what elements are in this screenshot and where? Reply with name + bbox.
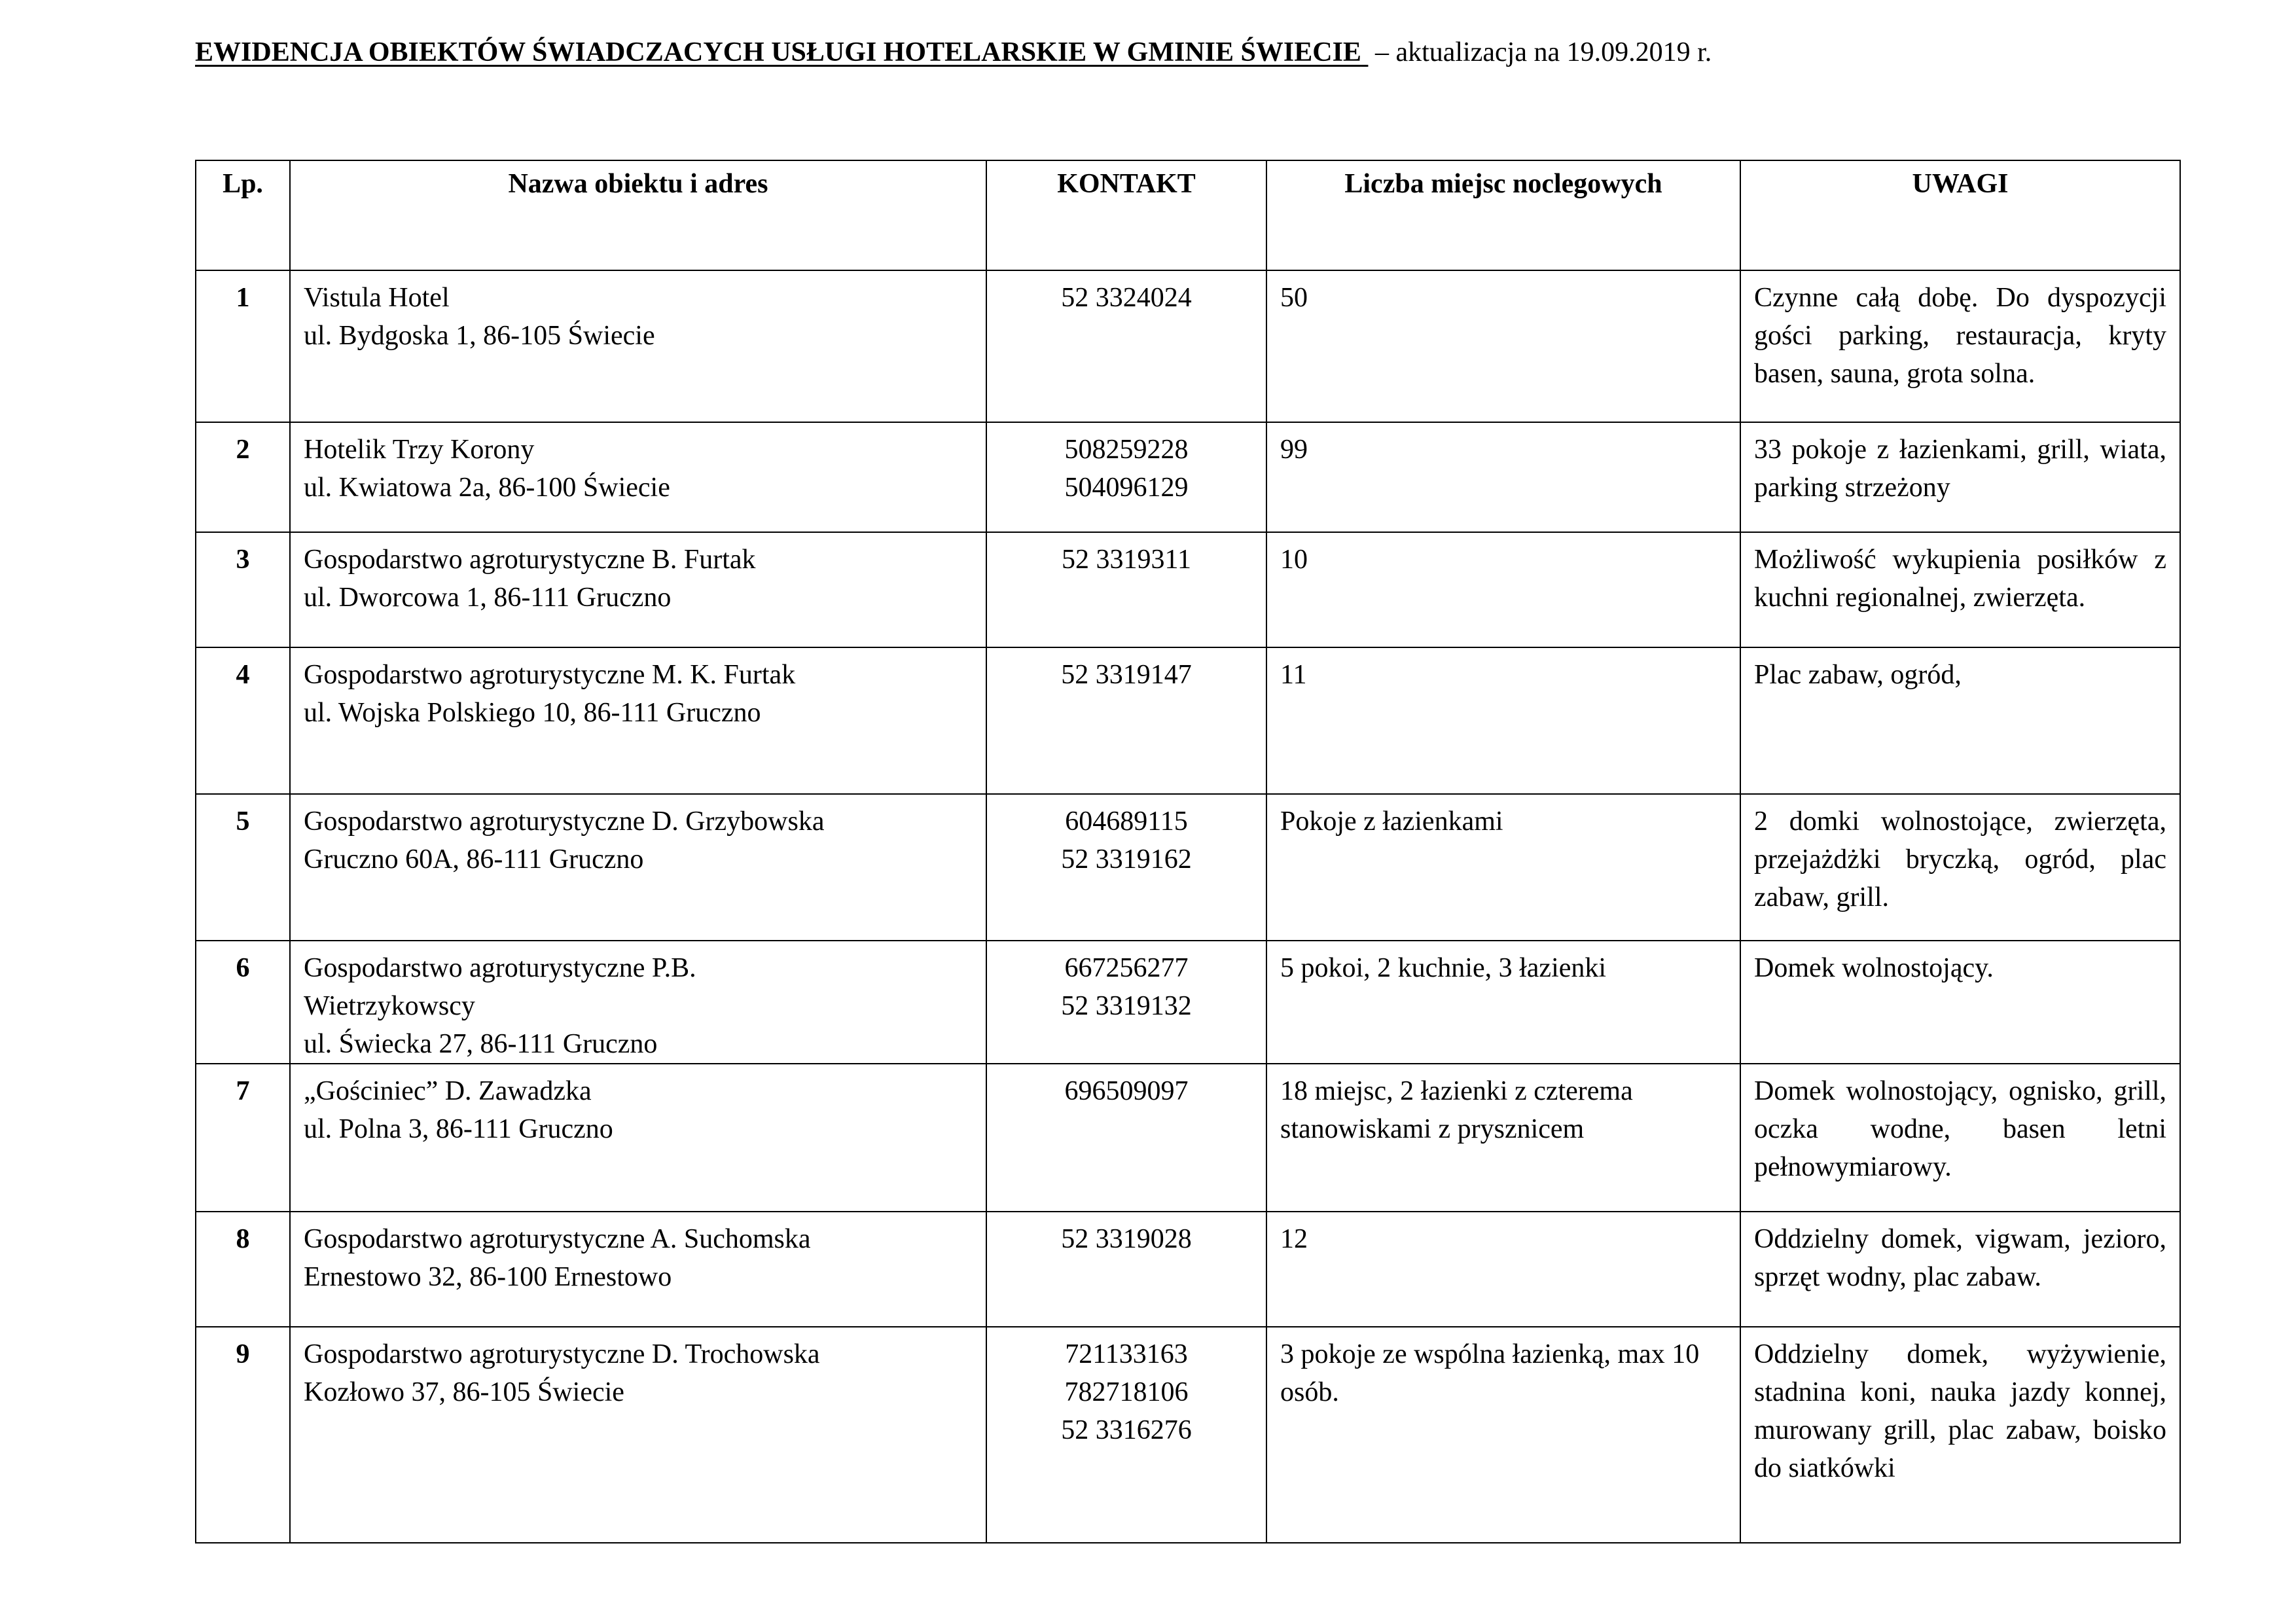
phone-number: 508259228: [1064, 435, 1189, 465]
table-row: [196, 794, 2180, 941]
table-row: [196, 647, 2180, 794]
row-number: 2: [196, 422, 290, 532]
phone-number: 604689115: [1065, 806, 1188, 837]
phone-number: 52 3324024: [1061, 283, 1192, 313]
object-name-line: ul. Świecka 27, 86-111 Gruczno: [304, 1029, 658, 1059]
bed-count: 12: [1266, 1212, 1740, 1327]
notes: Plac zabaw, ogród,: [1740, 647, 2180, 794]
bed-count: 11: [1266, 647, 1740, 794]
object-name-line: ul. Wojska Polskiego 10, 86-111 Gruczno: [304, 698, 761, 728]
phone-number: 52 3316276: [1061, 1415, 1192, 1445]
document-title: EWIDENCJA OBIEKTÓW ŚWIADCZACYCH USŁUGI HOTELARSKIE W GMINIE ŚWIECIE: [195, 37, 1361, 67]
notes: Oddzielny domek, wyżywienie, stadnina koni, nauka jazdy konnej, murowany grill, plac zabaw, boisko do siatkówki: [1740, 1327, 2180, 1543]
table-body: [196, 270, 2180, 1543]
object-name-line: Gospodarstwo agroturystyczne D. Grzybowska: [304, 806, 825, 837]
bed-count: 10: [1266, 532, 1740, 647]
row-number: 5: [196, 794, 290, 941]
row-number: 7: [196, 1064, 290, 1212]
row-number: 6: [196, 941, 290, 1064]
object-name-line: Wietrzykowscy: [304, 991, 475, 1021]
object-name-address: [290, 532, 986, 647]
table-row: [196, 270, 2180, 422]
table-row: [196, 532, 2180, 647]
notes: Domek wolnostojący.: [1740, 941, 2180, 1064]
notes: Oddzielny domek, vigwam, jezioro, sprzęt wodny, plac zabaw.: [1740, 1212, 2180, 1327]
table-row: [196, 422, 2180, 532]
contact-phones: [986, 532, 1266, 647]
object-name-address: [290, 647, 986, 794]
header-name: Nazwa obiektu i adres: [290, 160, 986, 270]
object-name-line: Kozłowo 37, 86-105 Świecie: [304, 1377, 624, 1407]
row-number: 1: [196, 270, 290, 422]
object-name-line: Gospodarstwo agroturystyczne P.B.: [304, 953, 696, 983]
contact-phones: [986, 647, 1266, 794]
row-number: 4: [196, 647, 290, 794]
phone-number: 52 3319162: [1061, 844, 1192, 875]
object-name-line: ul. Dworcowa 1, 86-111 Gruczno: [304, 583, 672, 613]
row-number: 3: [196, 532, 290, 647]
object-name-line: ul. Bydgoska 1, 86-105 Świecie: [304, 321, 655, 351]
phone-number: 696509097: [1064, 1076, 1189, 1106]
object-name-line: Gospodarstwo agroturystyczne M. K. Furtak: [304, 660, 796, 690]
contact-phones: [986, 1212, 1266, 1327]
notes: Czynne całą dobę. Do dyspozycji gości parking, restauracja, kryty basen, sauna, grota solna.: [1740, 270, 2180, 422]
object-name-line: Gospodarstwo agroturystyczne D. Trochowska: [304, 1339, 820, 1369]
object-name-address: [290, 1212, 986, 1327]
bed-count: Pokoje z łazienkami: [1266, 794, 1740, 941]
bed-count: 99: [1266, 422, 1740, 532]
phone-number: 504096129: [1064, 473, 1189, 503]
header-contact: KONTAKT: [986, 160, 1266, 270]
object-name-address: [290, 941, 986, 1064]
object-name-line: Gospodarstwo agroturystyczne A. Suchomska: [304, 1224, 811, 1254]
table-row: [196, 941, 2180, 1064]
object-name-line: „Gościniec” D. Zawadzka: [304, 1076, 592, 1106]
phone-number: 52 3319028: [1061, 1224, 1192, 1254]
notes: Domek wolnostojący, ognisko, grill, oczka wodne, basen letni pełnowymiarowy.: [1740, 1064, 2180, 1212]
object-name-address: [290, 1064, 986, 1212]
phone-number: 721133163: [1065, 1339, 1188, 1369]
document-update-date: – aktualizacja na 19.09.2019 r.: [1374, 37, 1712, 67]
notes: 2 domki wolnostojące, zwierzęta, przejażdżki bryczką, ogród, plac zabaw, grill.: [1740, 794, 2180, 941]
row-number: 9: [196, 1327, 290, 1543]
header-notes: UWAGI: [1740, 160, 2180, 270]
row-number: 8: [196, 1212, 290, 1327]
header-lp: Lp.: [196, 160, 290, 270]
table-header-row: [196, 160, 2180, 270]
accommodation-registry-table: [195, 160, 2181, 1543]
object-name-line: ul. Polna 3, 86-111 Gruczno: [304, 1114, 613, 1144]
page-title: [195, 33, 1712, 72]
bed-count: 18 miejsc, 2 łazienki z czterema stanowiskami z prysznicem: [1266, 1064, 1740, 1212]
table-row: [196, 1064, 2180, 1212]
header-beds: Liczba miejsc noclegowych: [1266, 160, 1740, 270]
phone-number: 52 3319311: [1062, 545, 1191, 575]
contact-phones: [986, 270, 1266, 422]
table-row: [196, 1327, 2180, 1543]
notes: 33 pokoje z łazienkami, grill, wiata, parking strzeżony: [1740, 422, 2180, 532]
phone-number: 782718106: [1064, 1377, 1189, 1407]
table-row: [196, 1212, 2180, 1327]
contact-phones: [986, 1327, 1266, 1543]
contact-phones: [986, 794, 1266, 941]
bed-count: 5 pokoi, 2 kuchnie, 3 łazienki: [1266, 941, 1740, 1064]
object-name-line: Hotelik Trzy Korony: [304, 435, 535, 465]
object-name-address: [290, 270, 986, 422]
object-name-address: [290, 794, 986, 941]
object-name-line: Gospodarstwo agroturystyczne B. Furtak: [304, 545, 756, 575]
bed-count: 50: [1266, 270, 1740, 422]
object-name-line: Gruczno 60A, 86-111 Gruczno: [304, 844, 644, 875]
object-name-address: [290, 1327, 986, 1543]
object-name-line: Ernestowo 32, 86-100 Ernestowo: [304, 1262, 672, 1292]
object-name-line: ul. Kwiatowa 2a, 86-100 Świecie: [304, 473, 670, 503]
contact-phones: [986, 941, 1266, 1064]
bed-count: 3 pokoje ze wspólna łazienką, max 10 osób.: [1266, 1327, 1740, 1543]
phone-number: 52 3319132: [1061, 991, 1192, 1021]
phone-number: 667256277: [1064, 953, 1189, 983]
object-name-address: [290, 422, 986, 532]
phone-number: 52 3319147: [1061, 660, 1192, 690]
notes: Możliwość wykupienia posiłków z kuchni regionalnej, zwierzęta.: [1740, 532, 2180, 647]
contact-phones: [986, 1064, 1266, 1212]
object-name-line: Vistula Hotel: [304, 283, 450, 313]
contact-phones: [986, 422, 1266, 532]
